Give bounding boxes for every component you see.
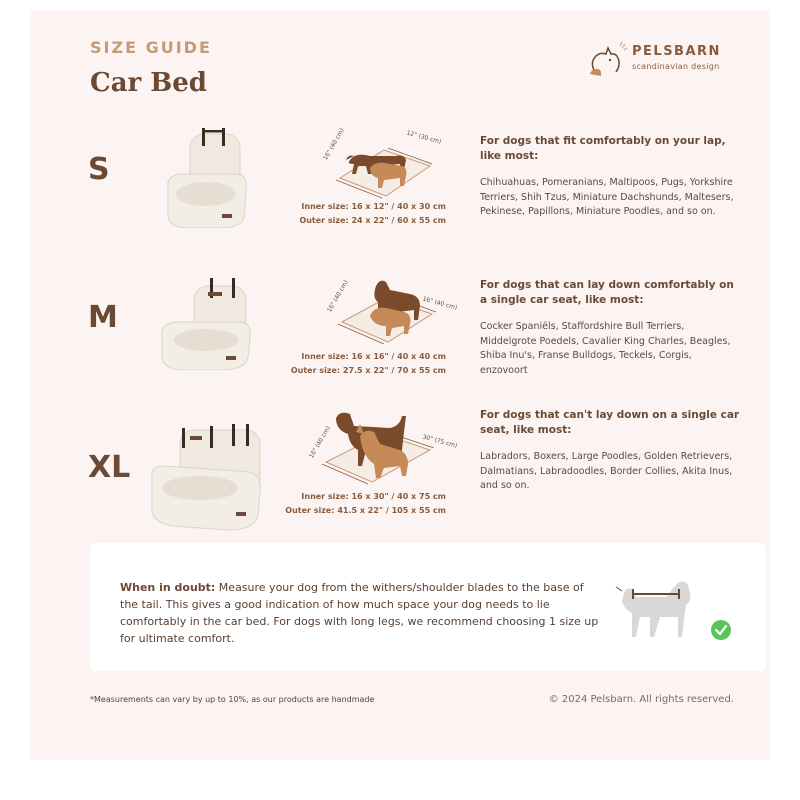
size-s-description <box>480 134 740 220</box>
brand-name: PELSBARN <box>632 44 721 59</box>
cat-dog-logo-icon <box>586 40 628 80</box>
when-in-doubt-text <box>120 579 600 647</box>
large-dog-diagram <box>300 406 450 490</box>
when-in-doubt-box <box>90 543 766 671</box>
measurement-note: *Measurements can vary by up to 10%, as our products are handmade <box>90 695 375 704</box>
size-letter-xl: XL <box>88 450 131 485</box>
brand-tagline: scandinavian design <box>632 62 720 71</box>
size-guide-page <box>30 10 770 760</box>
size-m-description <box>480 278 740 378</box>
brand-logo <box>586 40 746 80</box>
size-letter-m: M <box>88 300 118 335</box>
check-icon <box>710 619 732 641</box>
size-s-breeds: Chihuahuas, Pomeranians, Maltipoos, Pugs, Yorkshire Terriers, Shih Tzus, Miniature Dachshunds, Maltesers, Pekinese, Papillons, Miniature Poodles, and so on. <box>480 177 734 217</box>
size-m-heading: For dogs that can lay down comfortably on a single car seat, like most: <box>480 279 734 306</box>
car-bed-medium-image <box>158 278 254 370</box>
size-xl-description <box>480 408 740 494</box>
size-s-heading: For dogs that fit comfortably on your lap, like most: <box>480 135 726 162</box>
size-s-measurements <box>266 200 446 228</box>
page-title: Car Bed <box>90 68 207 98</box>
size-xl-measurements <box>266 490 446 518</box>
copyright: © 2024 Pelsbarn. All rights reserved. <box>548 694 734 705</box>
dim-label-xl-b: 30" (75 cm) <box>421 433 458 450</box>
dim-label-s-b: 12" (30 cm) <box>405 129 442 146</box>
size-letter-s: S <box>88 152 110 187</box>
car-bed-small-image <box>160 128 250 228</box>
size-xl-outer: Outer size: 41.5 x 22" / 105 x 55 cm <box>285 506 446 515</box>
size-m-measurements <box>266 350 446 378</box>
size-xl-heading: For dogs that can't lay down on a single car seat, like most: <box>480 409 740 436</box>
size-xl-breeds: Labradors, Boxers, Large Poodles, Golden Retrievers, Dalmatians, Labradoodles, Border Collies, Akita Inus, and so on. <box>480 451 733 491</box>
size-s-inner: Inner size: 16 x 12" / 40 x 30 cm <box>301 202 446 211</box>
dim-label-xl-a: 16" (40 cm) <box>308 425 332 460</box>
when-in-doubt-lead: When in doubt: <box>120 581 216 594</box>
measured-dog-icon <box>610 573 710 645</box>
car-bed-xl-image <box>148 422 264 532</box>
dim-label-m-b: 16" (40 cm) <box>421 295 458 312</box>
when-in-doubt-body: Measure your dog from the withers/shoulder blades to the base of the tail. This gives a good indication of how much space your dog needs to lie comfortably in the car bed. For dogs with long legs, we recommend choosing 1 size up for ultimate comfort. <box>120 581 599 645</box>
size-m-inner: Inner size: 16 x 16" / 40 x 40 cm <box>301 352 446 361</box>
size-guide-kicker: SIZE GUIDE <box>90 38 212 57</box>
dim-label-s-a: 16" (40 cm) <box>322 127 346 162</box>
size-xl-inner: Inner size: 16 x 30" / 40 x 75 cm <box>301 492 446 501</box>
size-m-breeds: Cocker Spaniëls, Staffordshire Bull Terriers, Middelgrote Poedels, Cavalier King Charles, Beagles, Shiba Inu's, Franse Bulldogs, Teckels, Corgis, enzovoort <box>480 321 731 376</box>
dim-label-m-a: 16" (40 cm) <box>326 279 350 314</box>
size-s-outer: Outer size: 24 x 22" / 60 x 55 cm <box>299 216 446 225</box>
size-m-outer: Outer size: 27.5 x 22" / 70 x 55 cm <box>290 366 446 375</box>
